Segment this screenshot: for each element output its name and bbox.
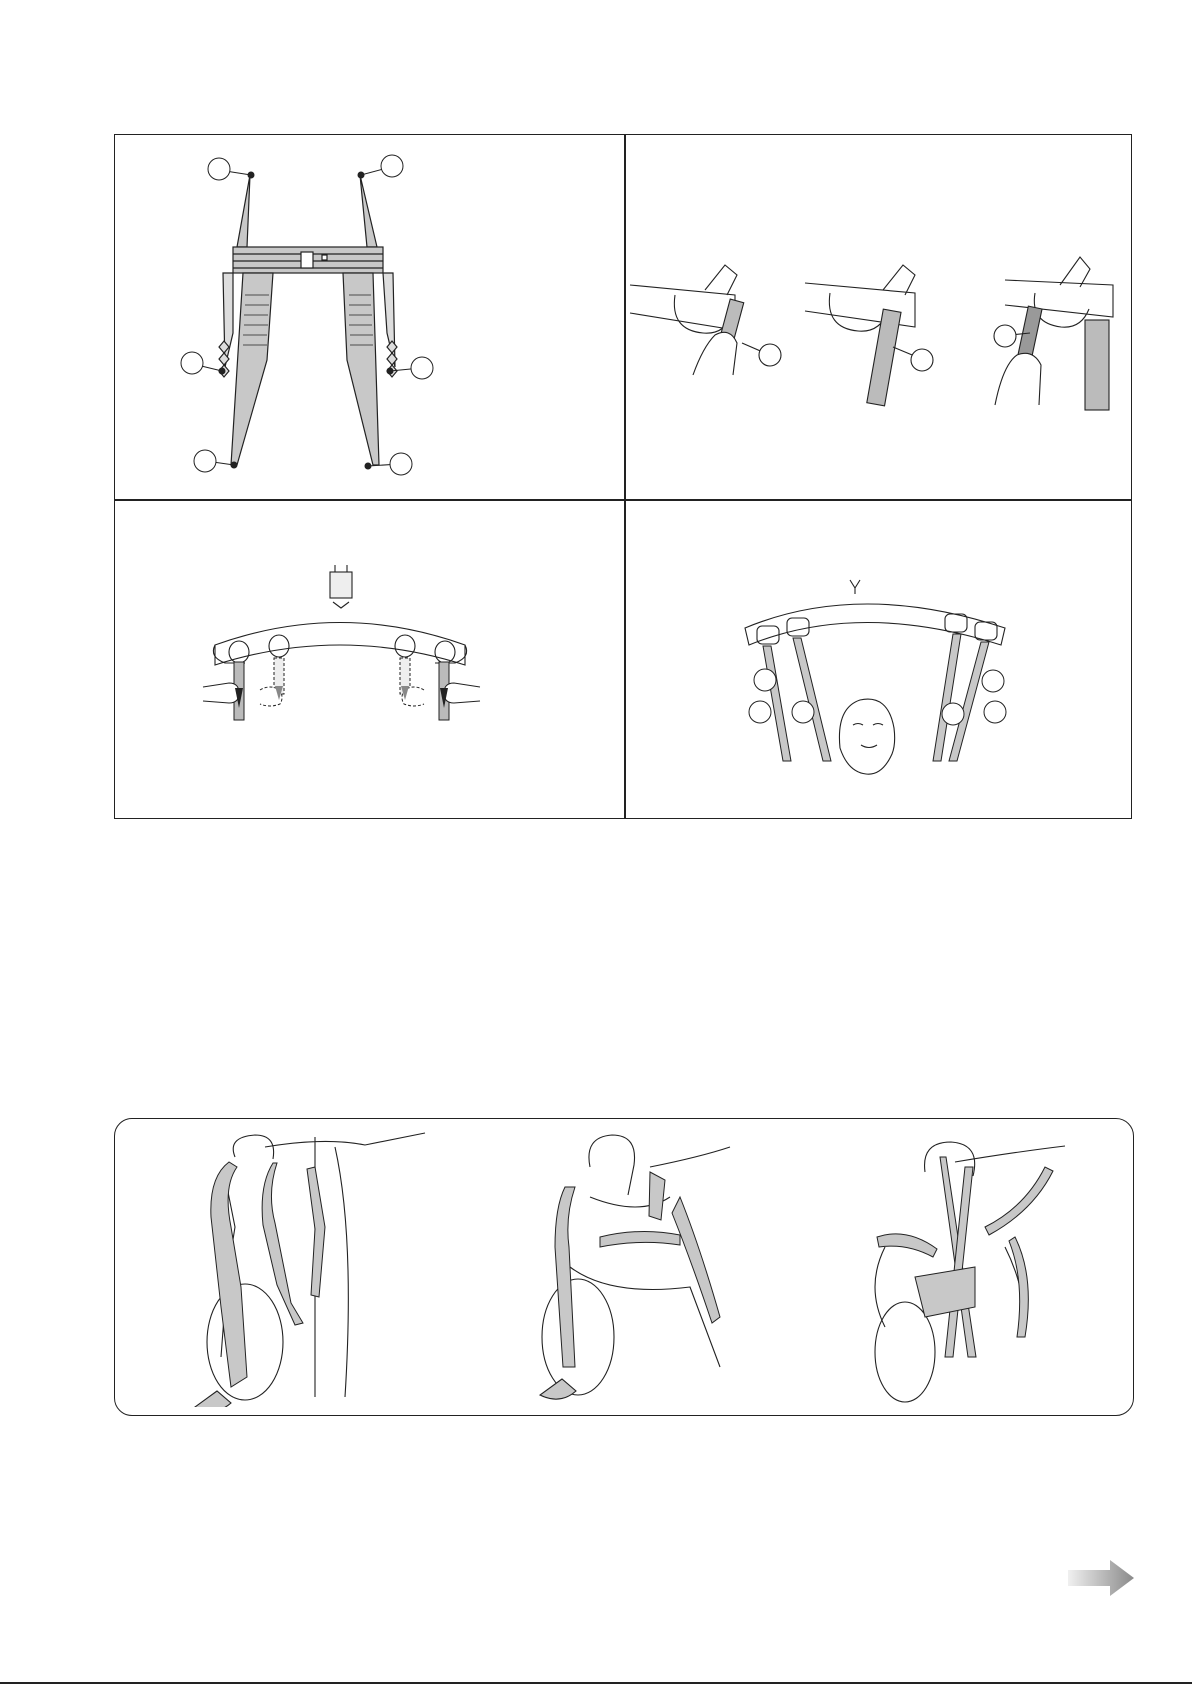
- sling-layout-illustration: [115, 135, 624, 499]
- figure-grid-panel: [114, 134, 1132, 819]
- wheelchair-step-3-illustration: [865, 1127, 1105, 1407]
- next-page-arrow-icon[interactable]: [1068, 1558, 1136, 1603]
- strap-attach-illustration: [625, 135, 1133, 499]
- spreader-bar-pulldown-illustration: [115, 500, 624, 820]
- wheelchair-steps-panel: [114, 1118, 1134, 1416]
- wheelchair-step-1-illustration: [185, 1127, 465, 1407]
- spreader-bar-front-illustration: [625, 500, 1133, 820]
- footer-rule: [0, 1682, 1192, 1684]
- wheelchair-step-2-illustration: [530, 1127, 770, 1407]
